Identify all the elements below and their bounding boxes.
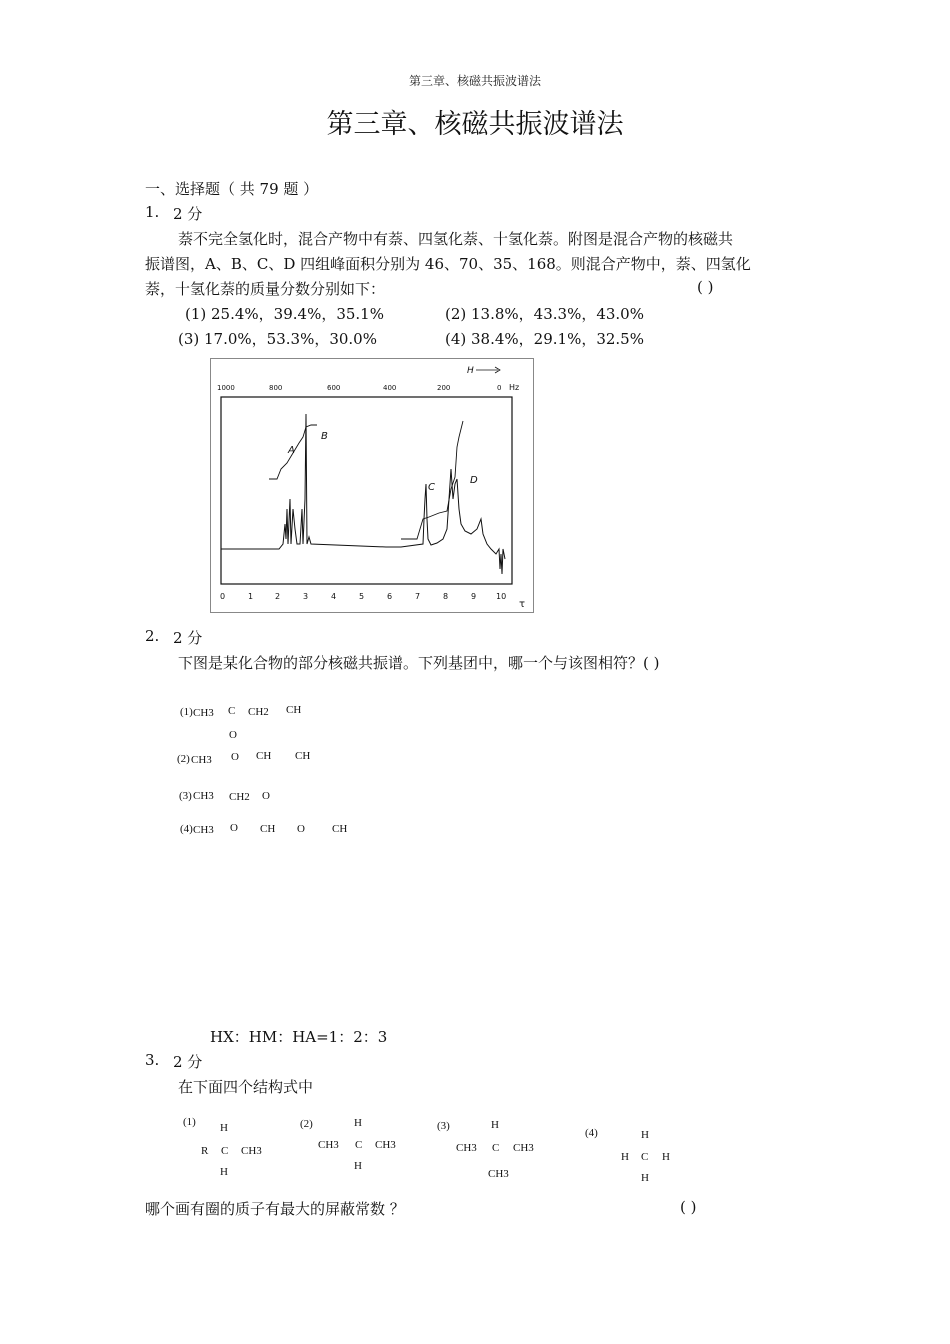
bottom-tick-10: 10 bbox=[496, 592, 507, 601]
peak-label-c: C bbox=[428, 482, 435, 493]
q3-s4-label: (4) bbox=[585, 1127, 598, 1139]
bottom-tick-4: 4 bbox=[331, 592, 337, 601]
top-unit: Hz bbox=[509, 383, 520, 392]
bottom-tick-6: 6 bbox=[387, 592, 393, 601]
q3-intro: 在下面四个结构式中 bbox=[178, 1078, 314, 1096]
top-tick-0: 0 bbox=[497, 384, 502, 392]
q2-option-2-part3: CH bbox=[256, 750, 272, 762]
q2-option-4-part2: O bbox=[230, 822, 238, 834]
q3-s1-bottom: H bbox=[220, 1166, 228, 1178]
top-tick-1000: 1000 bbox=[217, 384, 235, 392]
q3-question: 哪个画有圈的质子有最大的屏蔽常数 ？ bbox=[145, 1200, 405, 1218]
q3-s1-top: H bbox=[220, 1122, 228, 1134]
q2-option-3-part3: O bbox=[262, 790, 270, 802]
q1-option-3: (3) 17.0%，53.3%，30.0% bbox=[178, 330, 377, 348]
q3-s3-left: CH3 bbox=[456, 1142, 477, 1154]
q2-number: 2. bbox=[145, 627, 160, 645]
page-title: 第三章、核磁共振波谱法 bbox=[326, 109, 624, 140]
q2-text: 下图是某化合物的部分核磁共振谱。下列基团中，哪一个与该图相符？( ) bbox=[178, 654, 660, 672]
bottom-tick-1: 1 bbox=[248, 592, 254, 601]
q2-option-2-part1: CH3 bbox=[191, 754, 212, 766]
q3-score: 2 分 bbox=[173, 1053, 203, 1071]
q3-s2-top: H bbox=[354, 1117, 362, 1129]
q2-option-1-part2: C bbox=[228, 705, 236, 717]
q2-option-4-part3: CH bbox=[260, 823, 276, 835]
top-tick-400: 400 bbox=[383, 384, 397, 392]
q2-score: 2 分 bbox=[173, 629, 203, 647]
q2-option-1-label: (1) bbox=[180, 706, 193, 718]
q3-answer-bracket: ( ) bbox=[680, 1198, 697, 1216]
q3-s1-left: R bbox=[201, 1145, 209, 1157]
plot-frame bbox=[221, 397, 512, 584]
q1-text-line3: 萘，十氢化萘的质量分数分别如下： bbox=[145, 280, 386, 298]
q3-s3-label: (3) bbox=[437, 1120, 450, 1132]
q1-option-1: (1) 25.4%，39.4%，35.1% bbox=[185, 305, 384, 323]
q2-option-1-oxygen: O bbox=[229, 729, 237, 741]
q3-s3-right: CH3 bbox=[513, 1142, 534, 1154]
q2-option-3-label: (3) bbox=[179, 790, 192, 802]
bottom-tick-9: 9 bbox=[471, 592, 477, 601]
q2-option-1-part3: CH2 bbox=[248, 706, 269, 718]
peak-label-d: D bbox=[470, 475, 478, 486]
q1-option-4: (4) 38.4%，29.1%，32.5% bbox=[445, 330, 644, 348]
q2-option-2-label: (2) bbox=[177, 753, 190, 765]
q2-ratio: HX：HM：HA=1：2：3 bbox=[210, 1028, 388, 1046]
q2-option-1-part1: CH3 bbox=[193, 707, 214, 719]
bottom-tick-5: 5 bbox=[359, 592, 365, 601]
q3-s4-right: H bbox=[662, 1151, 670, 1163]
q3-number: 3. bbox=[145, 1051, 160, 1069]
integration-curve-cd bbox=[401, 421, 463, 539]
q3-s2-right: CH3 bbox=[375, 1139, 396, 1151]
top-tick-800: 800 bbox=[269, 384, 283, 392]
q1-option-2: (2) 13.8%，43.3%，43.0% bbox=[445, 305, 644, 323]
field-label: H bbox=[467, 366, 474, 376]
q2-option-4-part1: CH3 bbox=[193, 824, 214, 836]
q3-s1-label: (1) bbox=[183, 1116, 196, 1128]
bottom-tick-2: 2 bbox=[275, 592, 281, 601]
q3-s2-center: C bbox=[355, 1139, 363, 1151]
bottom-unit: τ bbox=[519, 599, 526, 610]
q3-s4-center: C bbox=[641, 1151, 649, 1163]
q3-s2-bottom: H bbox=[354, 1160, 362, 1172]
peak-label-a: A bbox=[288, 445, 295, 456]
spectrum-trace bbox=[221, 414, 505, 574]
q3-s3-bottom: CH3 bbox=[488, 1168, 509, 1180]
peak-label-b: B bbox=[321, 431, 328, 442]
q3-s1-right: CH3 bbox=[241, 1145, 262, 1157]
running-header: 第三章、核磁共振波谱法 bbox=[408, 74, 541, 88]
q3-s1-center: C bbox=[221, 1145, 229, 1157]
q3-s4-top: H bbox=[641, 1129, 649, 1141]
q2-option-4-part4: O bbox=[297, 823, 305, 835]
q3-s4-left: H bbox=[621, 1151, 629, 1163]
section-heading: 一、选择题（ 共 79 题 ） bbox=[145, 180, 319, 198]
top-tick-600: 600 bbox=[327, 384, 341, 392]
q2-option-3-part1: CH3 bbox=[193, 790, 214, 802]
bottom-tick-3: 3 bbox=[303, 592, 309, 601]
q2-option-4-part5: CH bbox=[332, 823, 348, 835]
q1-text-line1: 萘不完全氢化时，混合产物中有萘、四氢化萘、十氢化萘。附图是混合产物的核磁共 bbox=[178, 230, 734, 248]
top-tick-200: 200 bbox=[437, 384, 451, 392]
q1-score: 2 分 bbox=[173, 205, 203, 223]
q2-option-3-part2: CH2 bbox=[229, 791, 250, 803]
q3-s4-bottom: H bbox=[641, 1172, 649, 1184]
q2-option-2-part2: O bbox=[231, 751, 239, 763]
q2-option-1-part4: CH bbox=[286, 704, 302, 716]
q3-s2-left: CH3 bbox=[318, 1139, 339, 1151]
bottom-tick-0: 0 bbox=[220, 592, 226, 601]
q3-s2-label: (2) bbox=[300, 1118, 313, 1130]
q1-text-line2: 振谱图，A、B、C、D 四组峰面积分别为 46、70、35、168。则混合产物中，萘、四氢化 bbox=[145, 255, 751, 273]
bottom-tick-7: 7 bbox=[415, 592, 421, 601]
nmr-spectrum-svg bbox=[211, 359, 533, 612]
nmr-spectrum-figure bbox=[210, 358, 534, 613]
q3-s3-center: C bbox=[492, 1142, 500, 1154]
q2-option-2-part4: CH bbox=[295, 750, 311, 762]
q2-option-4-label: (4) bbox=[180, 823, 193, 835]
q1-number: 1. bbox=[145, 203, 160, 221]
bottom-tick-8: 8 bbox=[443, 592, 449, 601]
q1-answer-bracket: ( ) bbox=[697, 278, 714, 296]
q3-s3-top: H bbox=[491, 1119, 499, 1131]
